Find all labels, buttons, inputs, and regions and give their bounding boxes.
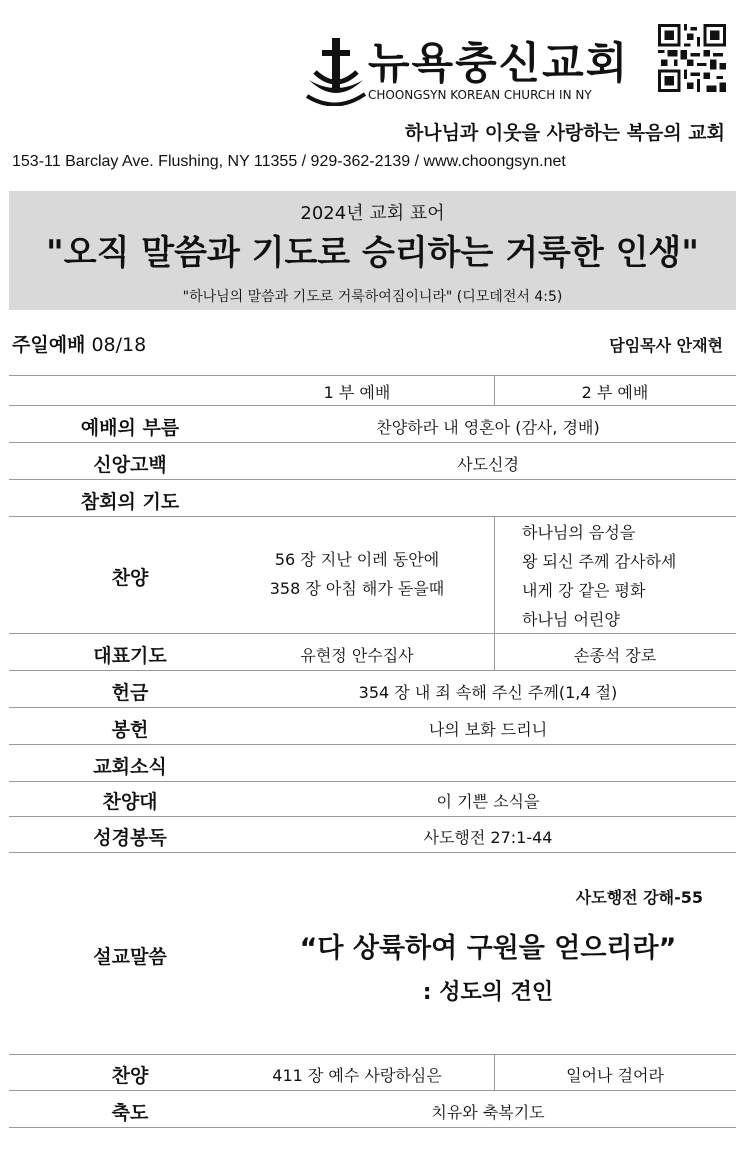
row-value-benediction: 치유와 축복기도 <box>431 1103 545 1122</box>
church-motto: 하나님과 이웃을 사랑하는 복음의 교회 <box>404 122 725 144</box>
church-logo-icon <box>305 36 367 106</box>
row-value-dedication: 나의 보화 드리니 <box>428 720 548 739</box>
hymn-item: 내게 강 같은 평화 <box>522 581 646 600</box>
row-label-confession: 참회의 기도 <box>80 491 180 513</box>
table-divider <box>9 852 736 853</box>
table-divider <box>9 1127 736 1128</box>
service-label: 주일예배 <box>12 334 86 356</box>
row-label-benediction: 축도 <box>111 1102 149 1124</box>
table-divider <box>9 707 736 708</box>
row-label-dedication: 봉헌 <box>111 719 149 741</box>
sermon-subtitle: : 성도의 견인 <box>422 980 554 1005</box>
row-label-prayer: 대표기도 <box>93 645 167 667</box>
table-divider <box>9 816 736 817</box>
row-label-offering: 헌금 <box>111 682 149 704</box>
church-name-english: CHOONGSYN KOREAN CHURCH IN NY <box>368 88 592 102</box>
service-date: 08/18 <box>91 334 147 356</box>
prayer-first-service: 유현정 안수집사 <box>300 646 414 665</box>
sermon-reference: 사도행전 강해-55 <box>575 888 703 907</box>
row-label-news: 교회소식 <box>93 756 167 778</box>
row-label-closing-praise: 찬양 <box>111 1065 149 1087</box>
sermon-title: “다 상륙하여 구원을 얻으리라” <box>299 933 677 964</box>
table-divider <box>9 442 736 443</box>
hymn-item: 56 장 지난 이레 동안에 <box>274 550 440 569</box>
table-divider <box>9 479 736 480</box>
hymn-item: 하나님 어린양 <box>522 610 620 629</box>
row-label-creed: 신앙고백 <box>93 454 167 476</box>
row-label-sermon: 설교말씀 <box>93 946 167 968</box>
row-value-call: 찬양하라 내 영혼아 (감사, 경배) <box>376 418 600 437</box>
qr-code-icon <box>658 24 726 92</box>
church-address: 153-11 Barclay Ave. Flushing, NY 11355 / 929-362-2139 / www.choongsyn.net <box>12 153 566 170</box>
table-divider <box>9 1090 736 1091</box>
row-value-reading: 사도행전 27:1-44 <box>423 828 553 847</box>
table-divider <box>9 670 736 671</box>
banner-title: "오직 말씀과 기도로 승리하는 거룩한 인생" <box>46 233 699 273</box>
row-value-offering: 354 장 내 죄 속해 주신 주께(1,4 절) <box>358 683 618 702</box>
church-name: 뉴욕충신교회 <box>368 39 630 89</box>
table-divider <box>9 375 736 376</box>
col-header-first-service: 1 부 예배 <box>323 383 391 402</box>
banner-verse: "하나님의 말씀과 기도로 거룩하여짐이니라" (디모데전서 4:5) <box>182 289 563 305</box>
hymn-item: 왕 되신 주께 감사하세 <box>522 552 677 571</box>
closing-praise-first-service: 411 장 예수 사랑하심은 <box>272 1066 442 1085</box>
row-value-choir: 이 기쁜 소식을 <box>436 792 540 811</box>
table-divider <box>9 516 736 517</box>
pastor-name: 담임목사 안재현 <box>609 336 723 355</box>
hymn-item: 358 장 아침 해가 돋을때 <box>269 579 445 598</box>
table-divider <box>9 744 736 745</box>
closing-praise-second-service: 일어나 걸어라 <box>566 1066 664 1085</box>
table-divider <box>9 1054 736 1055</box>
row-label-praise: 찬양 <box>111 567 149 589</box>
table-divider <box>9 781 736 782</box>
motto-banner <box>9 191 736 310</box>
row-label-choir: 찬양대 <box>102 791 158 813</box>
praise-first-service <box>220 545 494 603</box>
row-label-reading: 성경봉독 <box>93 827 167 849</box>
hymn-item: 하나님의 음성을 <box>522 523 636 542</box>
praise-second-service <box>522 518 676 634</box>
row-value-creed: 사도신경 <box>457 455 519 474</box>
banner-year-label: 2024년 교회 표어 <box>300 203 445 224</box>
prayer-second-service: 손종석 장로 <box>573 646 657 665</box>
table-divider <box>9 405 736 406</box>
row-label-call: 예배의 부름 <box>80 417 180 439</box>
col-header-second-service: 2 부 예배 <box>581 383 649 402</box>
service-heading <box>12 330 146 357</box>
